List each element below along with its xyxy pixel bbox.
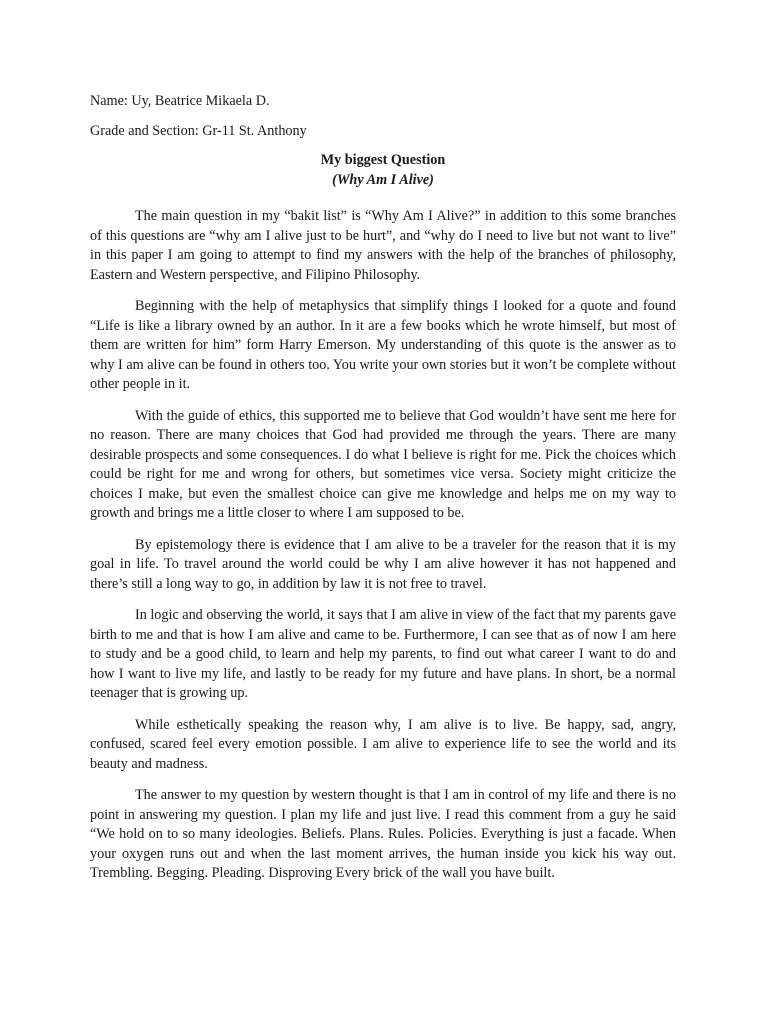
essay-title: My biggest Question bbox=[320, 152, 446, 168]
paragraph-aesthetics: While esthetically speaking the reason why, I am alive is to live. Be happy, sad, angry, confused, scared feel every emotion possible. I am alive to experience life to see the world and its beauty and madness. bbox=[90, 716, 676, 772]
student-name-line: Name: Uy, Beatrice Mikaela D. bbox=[90, 93, 270, 109]
paragraph-epistemology: By epistemology there is evidence that I am alive to be a traveler for the reason that it is my goal in life. To travel around the world could be why I am alive however it has not happened and there’s still a long way to go, in addition by law it is not free to travel. bbox=[90, 536, 676, 592]
paragraph-ethics: With the guide of ethics, this supported me to believe that God wouldn’t have sent me here for no reason. There are many choices that God had provided me through the years. There are many desirable prospects and some consequences. I do what I believe is right for me. Pick the choices which could be right for me and wrong for others, but sometimes vice versa. Society might criticize the choices I make, but even the smallest choice can give me knowledge and helps me on my way to growth and brings me a little closer to where I am supposed to be. bbox=[90, 407, 676, 521]
essay-title-block bbox=[90, 151, 676, 190]
paragraph-intro: The main question in my “bakit list” is “Why Am I Alive?” in addition to this some branches of this questions are “why am I alive just to be hurt”, and “why do I need to live but not want to live” in this paper I am going to attempt to find my answers with the help of the branches of philosophy, Eastern and Western perspective, and Filipino Philosophy. bbox=[90, 208, 676, 283]
paragraph-metaphysics: Beginning with the help of metaphysics that simplify things I looked for a quote and found “Life is like a library owned by an author. In it are a few books which he wrote himself, but most of them are written for him” form Harry Emerson. My understanding of this quote is the answer as to why I am alive can be found in others too. You write your own stories but it won’t be complete without other people in it. bbox=[90, 298, 676, 392]
grade-section-line: Grade and Section: Gr-11 St. Anthony bbox=[90, 122, 307, 139]
document-body bbox=[90, 92, 676, 896]
paragraph-logic: In logic and observing the world, it says that I am alive in view of the fact that my parents gave birth to me and that is how I am alive and came to be. Furthermore, I can see that as of now I am here to study and be a good child, to learn and help my parents, to find out what career I want to do and how I want to live my life, and lastly to be ready for my future and have plans. In short, be a normal teenager that is growing up. bbox=[90, 607, 676, 701]
paragraph-western-thought: The answer to my question by western thought is that I am in control of my life and there is no point in answering my question. I plan my life and just live. I read this comment from a guy he said “We hold on to so many ideologies. Beliefs. Plans. Rules. Policies. Everything is just a facade. When your oxygen runs out and when the last moment arrives, the human inside you kick his way out. Trembling. Begging. Pleading. Disproving Every brick of the wall you have built. bbox=[90, 787, 676, 881]
essay-subtitle: (Why Am I Alive) bbox=[332, 171, 434, 188]
